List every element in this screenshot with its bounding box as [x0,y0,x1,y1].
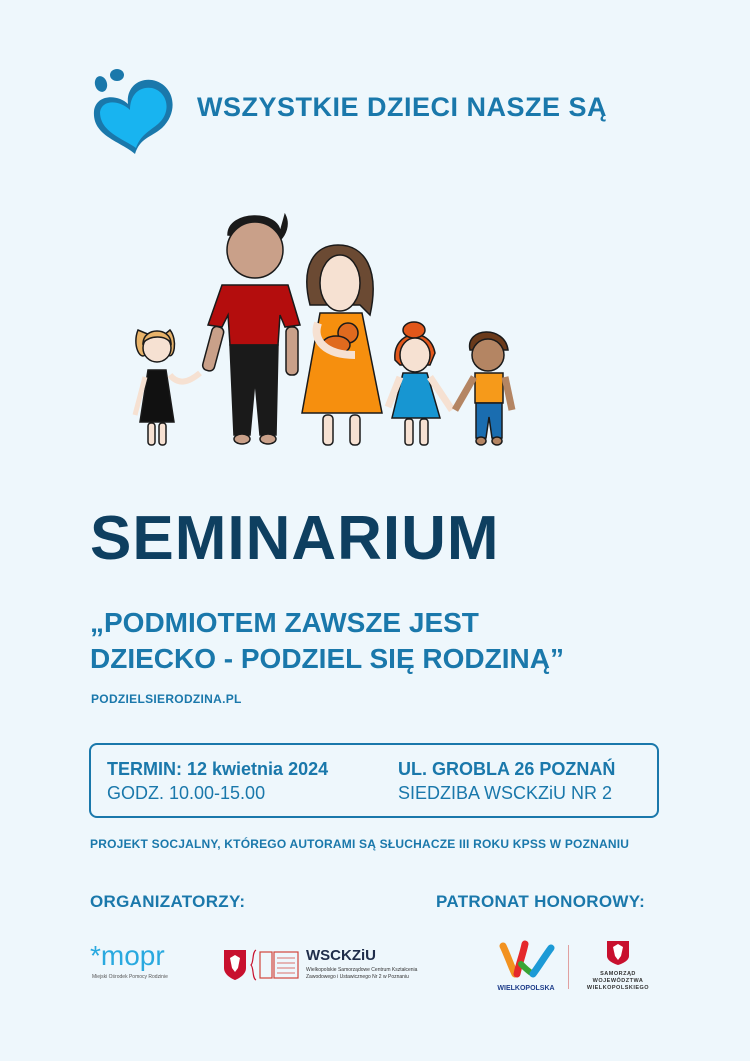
samorzad-line-2: WOJEWÓDZTWA [592,978,644,984]
coat-of-arms-icon [606,940,630,966]
girl-blue-figure [388,322,452,445]
date-line [107,759,328,780]
date-value: 12 kwietnia 2024 [187,759,329,779]
man-figure [202,215,300,444]
samorzad-logo [583,940,653,994]
wielkopolska-w-icon [495,940,557,978]
wsckziu-subtitle-2: Zawodowego i Ustawicznego Nr 2 w Poznaniu [306,974,409,980]
wsckziu-subtitle-1: Wielkopolskie Samorządowe Centrum Kształcenia [306,967,418,973]
event-heading: SEMINARIUM [90,504,500,573]
venue: SIEDZIBA WSCKZiU NR 2 [398,783,613,803]
website-link[interactable]: PODZIELSIERODZINA.PL [91,692,242,706]
wsckziu-name: WSCKZiU [306,947,376,964]
boy-figure [455,332,512,445]
wielkopolska-logo [495,940,557,992]
family-illustration [130,205,530,450]
samorzad-line-1: SAMORZĄD [600,971,636,977]
mopr-logo [90,942,168,980]
project-note: PROJEKT SOCJALNY, KTÓREGO AUTORAMI SĄ SŁUCHACZE III ROKU KPSS W POZNANIU [90,837,630,851]
logo-divider [568,945,569,989]
wielkopolska-label: WIELKOPOLSKA [497,985,555,992]
heart-family-icon [90,66,180,158]
coat-of-arms-icon [222,948,302,982]
event-info-box [89,743,659,818]
samorzad-line-3: WIELKOPOLSKIEGO [586,985,650,991]
subtitle-line-1: „PODMIOTEM ZAWSZE JEST [90,607,479,638]
woman-figure [302,245,382,445]
mopr-name: *mopr [90,940,165,971]
campaign-title: WSZYSTKIE DZIECI NASZE SĄ [197,92,608,122]
organizers-label: ORGANIZATORZY: [90,892,246,911]
hours: GODZ. 10.00-15.00 [107,783,266,803]
event-subtitle [90,605,564,677]
wsckziu-logo [222,945,462,985]
subtitle-line-2: DZIECKO - PODZIEL SIĘ RODZINĄ” [90,643,564,674]
address: UL. GROBLA 26 POZNAŃ [398,759,616,779]
date-label: TERMIN: [107,759,182,779]
patronage-label: PATRONAT HONOROWY: [436,892,646,911]
girl-figure [135,330,200,445]
mopr-subtitle: Miejski Ośrodek Pomocy Rodzinie [92,974,168,980]
